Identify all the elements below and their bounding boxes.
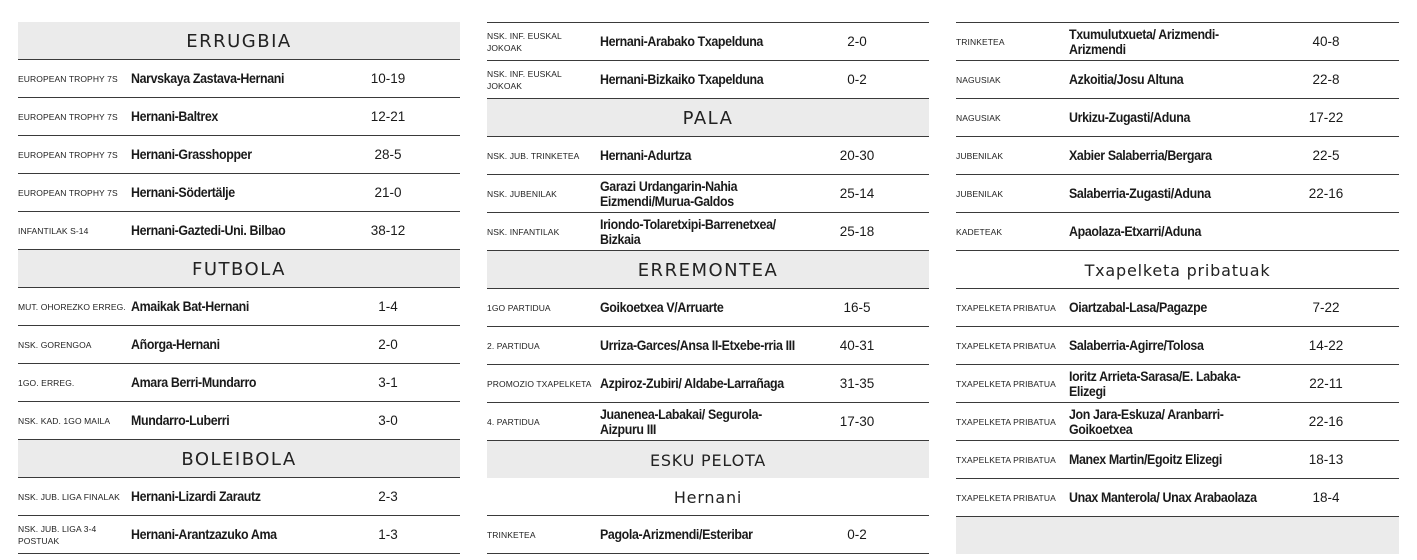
category-label: 2. PARTIDUA: [487, 340, 540, 351]
category-label: NSK. JUB. TRINKETEA: [487, 150, 580, 161]
section-filler: [956, 517, 1399, 554]
match-score: 22-8: [1312, 72, 1340, 87]
match-teams: Amaikak Bat-Hernani: [131, 299, 249, 314]
match-score: [1286, 213, 1366, 250]
match-teams: Garazi Urdangarin-Nahia Eizmendi/Murua-Galdos: [600, 178, 738, 209]
category-label: 1GO. ERREG.: [18, 377, 75, 388]
result-row: [956, 61, 1399, 99]
match-score: 14-22: [1308, 338, 1344, 353]
result-row: [18, 326, 460, 364]
match-teams: Xabier Salaberria/Bergara: [1069, 148, 1212, 163]
match-score: 17-22: [1308, 110, 1344, 125]
match-teams: Narvskaya Zastava-Hernani: [131, 71, 285, 86]
category-label: EUROPEAN TROPHY 7S: [18, 187, 118, 198]
match-score: 31-35: [839, 376, 875, 391]
match-score: 1-4: [378, 299, 398, 314]
result-row: [18, 364, 460, 402]
match-score: 2-3: [378, 489, 398, 504]
column-middle: [487, 22, 929, 554]
result-row: [487, 516, 929, 554]
match-score: 16-5: [843, 300, 871, 315]
match-score: 20-30: [839, 148, 875, 163]
section-header: ERREMONTEA: [487, 251, 929, 288]
result-row: [956, 213, 1399, 251]
match-teams: Unax Manterola/ Unax Arabaolaza: [1069, 490, 1257, 505]
match-teams: Azpiroz-Zubiri/ Aldabe-Larrañaga: [600, 376, 784, 391]
match-teams: Jon Jara-Eskuza/ Aranbarri-Goikoetxea: [1069, 406, 1224, 437]
category-label: 1GO PARTIDUA: [487, 302, 551, 313]
match-score: 2-0: [378, 337, 398, 352]
category-label: NSK. JUB. LIGA 3-4 POSTUAK: [18, 523, 97, 546]
match-score: 28-5: [374, 147, 402, 162]
match-score: 22-5: [1312, 148, 1340, 163]
result-row: [18, 59, 460, 98]
section-header: Txapelketa pribatuak: [956, 251, 1399, 289]
match-teams: Juanenea-Labakai/ Segurola-Aizpuru III: [600, 406, 762, 437]
result-row: [956, 289, 1399, 327]
result-row: [956, 441, 1399, 479]
match-teams: Hernani-Grasshopper: [131, 147, 252, 162]
section-header: Hernani: [487, 478, 929, 516]
category-label: 4. PARTIDUA: [487, 416, 540, 427]
match-teams: Hernani-Bizkaiko Txapelduna: [600, 72, 764, 87]
category-label: TXAPELKETA PRIBATUA: [956, 454, 1056, 465]
match-teams: Hernani-Gaztedi-Uni. Bilbao: [131, 223, 286, 238]
match-teams: Iriondo-Tolaretxipi-Barrenetxea/ Bizkaia: [600, 216, 776, 247]
match-teams: Mundarro-Luberri: [131, 413, 230, 428]
match-score: 0-2: [847, 527, 867, 542]
match-score: 25-18: [839, 224, 875, 239]
result-row: [487, 403, 929, 441]
result-row: [18, 477, 460, 516]
category-label: TXAPELKETA PRIBATUA: [956, 378, 1056, 389]
result-row: [956, 479, 1399, 517]
match-teams: Urkizu-Zugasti/Aduna: [1069, 110, 1190, 125]
match-score: 18-4: [1312, 490, 1340, 505]
match-teams: Salaberria-Agirre/Tolosa: [1069, 338, 1204, 353]
category-label: MUT. OHOREZKO ERREG.: [18, 301, 126, 312]
result-row: [487, 288, 929, 327]
result-row: [18, 516, 460, 554]
category-label: NSK. KAD. 1GO MAILA: [18, 415, 111, 426]
result-row: [487, 175, 929, 213]
result-row: [487, 213, 929, 251]
category-label: JUBENILAK: [956, 188, 1004, 199]
match-score: 7-22: [1312, 300, 1340, 315]
category-label: NSK. GORENGOA: [18, 339, 92, 350]
match-teams: Hernani-Arabako Txapelduna: [600, 34, 763, 49]
match-score: 2-0: [847, 34, 867, 49]
match-score: 18-13: [1308, 452, 1344, 467]
match-teams: Oiartzabal-Lasa/Pagazpe: [1069, 300, 1207, 315]
match-teams: Hernani-Arantzazuko Ama: [131, 527, 277, 542]
match-score: 22-11: [1309, 376, 1343, 391]
category-label: NSK. INF. EUSKAL JOKOAK: [487, 30, 562, 53]
match-teams: Manex Martin/Egoitz Elizegi: [1069, 452, 1222, 467]
result-row: [487, 22, 929, 61]
category-label: TRINKETEA: [956, 36, 1005, 47]
section-header: ESKU PELOTA: [487, 441, 929, 478]
section-header: ERRUGBIA: [18, 22, 460, 59]
match-teams: Hernani-Baltrex: [131, 109, 218, 124]
result-row: [956, 365, 1399, 403]
match-teams: Añorga-Hernani: [131, 337, 220, 352]
column-right: [956, 22, 1399, 554]
match-teams: Apaolaza-Etxarri/Aduna: [1069, 224, 1202, 239]
match-score: 40-8: [1312, 34, 1340, 49]
match-score: 0-2: [847, 72, 867, 87]
category-label: EUROPEAN TROPHY 7S: [18, 73, 118, 84]
category-label: JUBENILAK: [956, 150, 1004, 161]
match-teams: Hernani-Adurtza: [600, 148, 692, 163]
category-label: INFANTILAK S-14: [18, 225, 89, 236]
category-label: TXAPELKETA PRIBATUA: [956, 340, 1056, 351]
category-label: TRINKETEA: [487, 529, 536, 540]
match-teams: Ioritz Arrieta-Sarasa/E. Labaka-Elizegi: [1069, 368, 1241, 399]
match-score: 10-19: [370, 71, 406, 86]
result-row: [487, 136, 929, 175]
category-label: KADETEAK: [956, 226, 1003, 237]
category-label: PROMOZIO TXAPELKETA: [487, 378, 592, 389]
match-score: 17-30: [839, 414, 875, 429]
result-row: [956, 175, 1399, 213]
match-teams: Salaberria-Zugasti/Aduna: [1069, 186, 1211, 201]
category-label: NAGUSIAK: [956, 74, 1001, 85]
match-score: 21-0: [374, 185, 402, 200]
match-score: 12-21: [370, 109, 406, 124]
result-row: [487, 327, 929, 365]
category-label: NAGUSIAK: [956, 112, 1001, 123]
match-teams: Amara Berri-Mundarro: [131, 375, 257, 390]
match-score: 3-1: [378, 375, 398, 390]
result-row: [956, 327, 1399, 365]
category-label: EUROPEAN TROPHY 7S: [18, 149, 118, 160]
match-score: 40-31: [839, 338, 875, 353]
match-score: 1-3: [378, 527, 398, 542]
result-row: [487, 365, 929, 403]
section-header: FUTBOLA: [18, 250, 460, 287]
match-teams: Urriza-Garces/Ansa II-Etxebe-rria III: [600, 338, 795, 353]
match-teams: Azkoitia/Josu Altuna: [1069, 72, 1184, 87]
section-header: PALA: [487, 99, 929, 136]
category-label: TXAPELKETA PRIBATUA: [956, 302, 1056, 313]
match-teams: Txumulutxueta/ Arizmendi-Arizmendi: [1069, 26, 1219, 57]
result-row: [956, 403, 1399, 441]
result-row: [18, 98, 460, 136]
match-score: 38-12: [370, 223, 406, 238]
category-label: EUROPEAN TROPHY 7S: [18, 111, 118, 122]
result-row: [956, 22, 1399, 61]
category-label: NSK. INFANTILAK: [487, 226, 560, 237]
match-teams: Hernani-Södertälje: [131, 185, 235, 200]
section-header: BOLEIBOLA: [18, 440, 460, 477]
category-label: TXAPELKETA PRIBATUA: [956, 416, 1056, 427]
result-row: [18, 212, 460, 250]
match-score: 22-16: [1308, 414, 1344, 429]
result-row: [487, 61, 929, 99]
match-teams: Pagola-Arizmendi/Esteribar: [600, 527, 753, 542]
result-row: [956, 99, 1399, 137]
match-teams: Hernani-Lizardi Zarautz: [131, 489, 261, 504]
match-score: 22-16: [1308, 186, 1344, 201]
column-left: [18, 22, 460, 554]
match-teams: Goikoetxea V/Arruarte: [600, 300, 724, 315]
match-score: 3-0: [378, 413, 398, 428]
category-label: TXAPELKETA PRIBATUA: [956, 492, 1056, 503]
category-label: NSK. INF. EUSKAL JOKOAK: [487, 68, 562, 91]
result-row: [956, 137, 1399, 175]
result-row: [18, 402, 460, 440]
category-label: NSK. JUBENILAK: [487, 188, 557, 199]
result-row: [18, 287, 460, 326]
result-row: [18, 174, 460, 212]
result-row: [18, 136, 460, 174]
match-score: 25-14: [839, 186, 875, 201]
category-label: NSK. JUB. LIGA FINALAK: [18, 491, 120, 502]
